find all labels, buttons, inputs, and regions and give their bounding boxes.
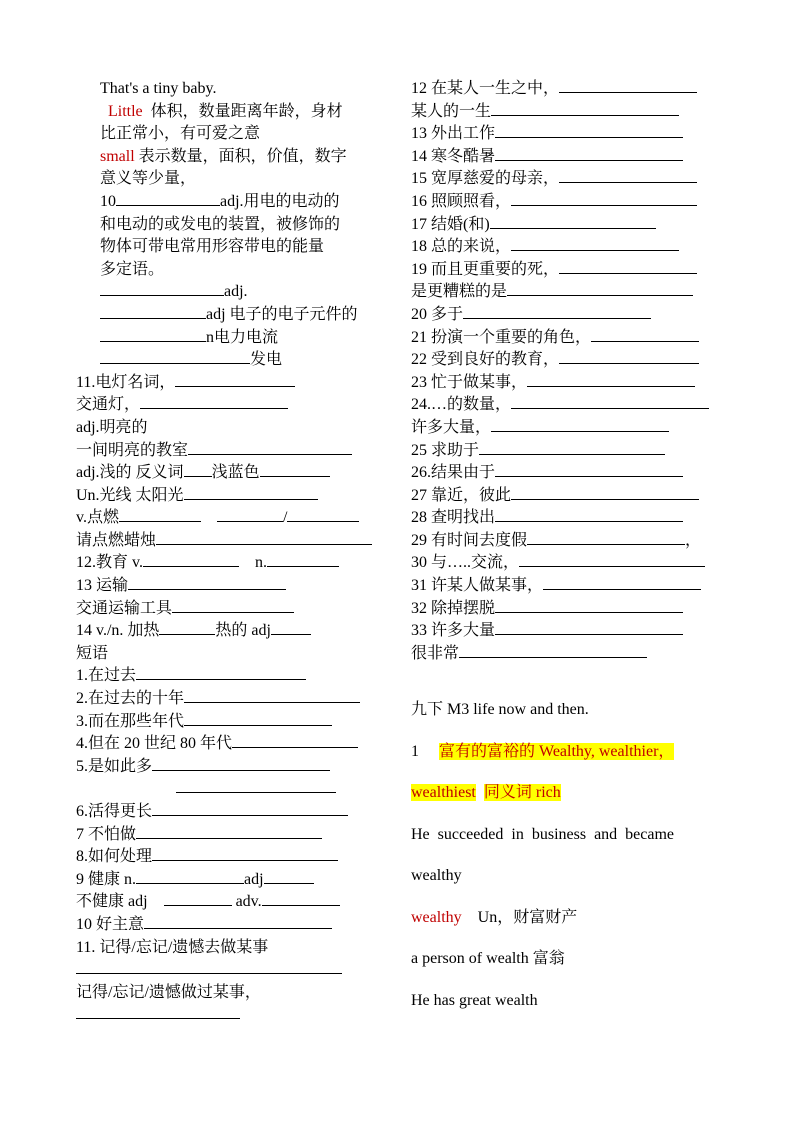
highlighted-synonym: 同义词 rich <box>483 784 561 802</box>
text-line <box>76 598 394 621</box>
text-line <box>76 869 394 892</box>
exercise-item: Un.光线 太阳光 <box>76 486 184 504</box>
text-line <box>76 665 394 688</box>
section-heading: 短语 <box>76 644 109 662</box>
blank <box>262 891 340 906</box>
phrase-item: 1.在过去 <box>76 667 137 685</box>
phrase-item: 很非常 <box>411 644 460 662</box>
blank <box>264 869 314 884</box>
definition-text: adj 电子的电子元件的 <box>206 305 358 323</box>
text-line <box>76 824 394 847</box>
exercise-item: 请点燃蜡烛 <box>76 531 157 549</box>
definition-text: 多定语。 <box>100 260 165 278</box>
pos-label: adv. <box>235 893 262 911</box>
text-line <box>411 259 729 282</box>
phrase-item: 5.是如此多 <box>76 757 153 775</box>
item-number: 1 <box>411 742 419 760</box>
phrase-item: 某人的一生 <box>411 102 492 120</box>
phrase-item: 13 外出工作 <box>411 125 496 143</box>
text-line <box>76 78 394 101</box>
phrase-item: 9 健康 n. <box>76 870 137 888</box>
phrase-item: 26.结果由于 <box>411 464 496 482</box>
blank <box>100 281 224 296</box>
text-line <box>411 123 729 146</box>
blank <box>495 146 683 161</box>
text-line <box>411 327 729 350</box>
definition-text: 比正常小，有可爱之意 <box>100 125 261 143</box>
phrase-item: 33 许多大量 <box>411 622 496 640</box>
text-line <box>76 146 394 169</box>
phrase-item: 23 忙于做某事， <box>411 373 528 391</box>
phrase-item: 19 而且更重要的死， <box>411 260 560 278</box>
blank <box>184 462 212 477</box>
text-line <box>76 168 394 191</box>
text-line <box>76 756 394 779</box>
text-line <box>411 168 729 191</box>
text-line <box>76 733 394 756</box>
example-sentence: wealthy <box>411 867 462 885</box>
phrase-item: 32 除掉摆脱 <box>411 599 496 617</box>
phrase-item: 6.活得更长 <box>76 803 153 820</box>
keyword-small: small <box>100 147 135 165</box>
blank <box>511 394 709 409</box>
blank <box>100 327 206 342</box>
blank <box>100 304 206 319</box>
text-line <box>76 982 394 1005</box>
vocab-line <box>411 731 729 773</box>
text-line <box>411 575 729 598</box>
exercise-item: 浅蓝色 <box>211 464 260 482</box>
phrase-item: 15 宽厚慈爱的母亲， <box>411 170 560 188</box>
keyword-little: Little <box>108 102 143 120</box>
phrase-item: 29 有时间去度假 <box>411 531 528 549</box>
phrase-item: 4.但在 20 世纪 80 年代 <box>76 735 233 753</box>
text-line <box>76 688 394 711</box>
text-line <box>411 214 729 237</box>
definition-text: 和电动的或发电的装置，被修饰的 <box>100 215 341 233</box>
phrase-item: 27 靠近，彼此 <box>411 486 512 504</box>
text-line <box>76 191 394 214</box>
blank <box>152 801 348 816</box>
text-line <box>411 78 729 101</box>
blank <box>188 440 352 455</box>
blank <box>490 214 656 229</box>
example-sentence: That's a tiny baby. <box>100 80 217 97</box>
blank <box>491 101 679 116</box>
text-line <box>411 485 729 508</box>
exercise-item: 交通灯， <box>76 396 141 414</box>
pos-label: adj <box>244 870 264 888</box>
phrase-item: 17 结婚(和) <box>411 215 490 233</box>
section-title: 九下 M3 life now and then. <box>411 701 589 719</box>
blank <box>495 462 683 477</box>
punctuation: ， <box>685 531 702 549</box>
definition-text: adj.用电的电动的 <box>220 192 340 210</box>
example-line <box>411 938 729 980</box>
blank <box>459 643 647 658</box>
blank <box>136 869 244 884</box>
highlighted-vocab: 富有的富裕的 Wealthy, wealthier， <box>439 742 675 760</box>
text-line <box>76 462 394 485</box>
phrase-item: 11. 记得/忘记/遗憾去做某事 <box>76 938 269 956</box>
blank <box>76 1004 240 1019</box>
blank <box>591 327 699 342</box>
phrase-item: 是更糟糕的是 <box>411 283 508 301</box>
exercise-item: v.点燃 <box>76 509 119 527</box>
blank <box>495 123 683 138</box>
exercise-item: 13 运输 <box>76 577 129 595</box>
text-line <box>76 914 394 937</box>
text-line <box>411 394 729 417</box>
exercise-item: 11.电灯名词， <box>76 373 176 391</box>
blank <box>152 756 330 771</box>
blank <box>495 598 683 613</box>
example-line <box>411 855 729 897</box>
blank <box>100 349 250 364</box>
blank <box>175 372 295 387</box>
blank <box>543 575 701 590</box>
blank <box>136 824 322 839</box>
phrase-item: 18 总的来说， <box>411 238 512 256</box>
exercise-item: 12.教育 v. <box>76 554 143 572</box>
section-title-line <box>411 689 729 731</box>
phrase-item: 28 查明找出 <box>411 509 496 527</box>
blank <box>184 688 360 703</box>
phrase-item: 记得/忘记/遗憾做过某事， <box>76 983 261 1001</box>
text-line <box>411 530 729 553</box>
blank <box>184 485 318 500</box>
phrase-item: 24.…的数量， <box>411 396 512 414</box>
phrase-item: 20 多于 <box>411 305 464 323</box>
text-line <box>76 575 394 598</box>
blank <box>511 485 699 500</box>
blank <box>144 914 332 929</box>
text-line <box>76 552 394 575</box>
blank <box>128 575 286 590</box>
phrase-item: 2.在过去的十年 <box>76 690 185 708</box>
text-line <box>76 530 394 553</box>
blank <box>559 259 697 274</box>
text-line <box>411 462 729 485</box>
blank <box>267 552 339 567</box>
blank <box>271 620 311 635</box>
phrase-item: 10 好主意 <box>76 915 145 933</box>
phrase-item: 21 扮演一个重要的角色， <box>411 328 592 346</box>
blank <box>116 191 220 206</box>
blank <box>527 530 685 545</box>
text-line <box>76 372 394 395</box>
text-line <box>76 214 394 237</box>
exercise-item: adj.明亮的 <box>76 418 148 436</box>
text-line <box>76 620 394 643</box>
blank <box>152 846 338 861</box>
phrase-item: 16 照顾照看， <box>411 192 512 210</box>
text-line <box>411 643 729 666</box>
text-line <box>76 1004 394 1027</box>
text-line <box>76 417 394 440</box>
exercise-item: adj.浅的 反义词 <box>76 464 184 482</box>
example-sentence: He has great wealth <box>411 991 538 1009</box>
text-line <box>76 891 394 914</box>
text-line <box>76 281 394 304</box>
blank <box>511 191 697 206</box>
text-line <box>76 304 394 327</box>
blank <box>119 507 201 522</box>
example-sentence: He succeeded in business and became <box>411 825 675 843</box>
text-line <box>76 846 394 869</box>
phrase-item: 14 寒冬酷暑 <box>411 147 496 165</box>
example-line <box>411 814 729 856</box>
text-line <box>76 349 394 372</box>
text-line <box>411 146 729 169</box>
text-line <box>76 507 394 530</box>
blank <box>559 168 697 183</box>
blank <box>136 665 306 680</box>
exercise-item: 一间明亮的教室 <box>76 441 189 459</box>
definition-text: 意义等少量， <box>100 170 197 188</box>
text-line <box>76 236 394 259</box>
text-line <box>76 327 394 350</box>
text-line <box>411 101 729 124</box>
text-line <box>411 620 729 643</box>
blank <box>164 891 232 906</box>
text-line <box>411 304 729 327</box>
blank <box>184 711 332 726</box>
phrase-item: 25 求助于 <box>411 441 480 459</box>
blank <box>140 394 288 409</box>
definition-text: 表示数量，面积，价值，数字 <box>138 147 347 165</box>
blank <box>176 778 336 793</box>
blank <box>260 462 330 477</box>
blank <box>217 507 283 522</box>
exercise-item: 交通运输工具 <box>76 599 173 617</box>
phrase-item: 30 与…..交流， <box>411 554 520 572</box>
text-line <box>411 236 729 259</box>
phrase-item: 31 许某人做某事， <box>411 577 544 595</box>
text-line <box>76 778 394 801</box>
blank <box>172 598 294 613</box>
text-line <box>411 598 729 621</box>
text-line <box>76 440 394 463</box>
pos-label: adj. <box>224 283 248 301</box>
blank <box>287 507 359 522</box>
right-column <box>411 78 729 1021</box>
definition-text: 体积，数量距离年龄，身材 <box>150 102 343 120</box>
text-line <box>76 937 394 960</box>
phrase-item: 3.而在那些年代 <box>76 712 185 730</box>
text-line <box>411 349 729 372</box>
left-column <box>76 78 394 1027</box>
vocab-line <box>411 772 729 814</box>
blank <box>559 78 697 93</box>
phrase-item: 不健康 adj <box>76 893 148 911</box>
phrase-item: 8.如何处理 <box>76 848 153 866</box>
blank <box>511 236 679 251</box>
text-line <box>411 552 729 575</box>
text-line <box>76 711 394 734</box>
blank <box>76 959 342 974</box>
blank <box>495 507 683 522</box>
exercise-item: 热的 adj <box>215 622 271 640</box>
blank <box>232 733 358 748</box>
pos-label: n. <box>254 554 267 572</box>
text-line <box>411 191 729 214</box>
text-line <box>76 959 394 982</box>
definition-text: 发电 <box>250 351 283 369</box>
example-sentence: a person of wealth 富翁 <box>411 950 565 968</box>
keyword-wealthy: wealthy <box>411 908 462 926</box>
phrase-item: 7 不怕做 <box>76 825 137 843</box>
phrase-item: 12 在某人一生之中， <box>411 80 560 97</box>
blank <box>159 620 215 635</box>
blank <box>519 552 705 567</box>
blank <box>507 281 693 296</box>
text-line <box>411 507 729 530</box>
blank <box>495 620 683 635</box>
definition-text: n电力电流 <box>206 328 279 346</box>
phrase-item: 22 受到良好的教育， <box>411 351 560 369</box>
example-line <box>411 980 729 1022</box>
text-line <box>76 801 394 824</box>
vocab-line <box>411 897 729 939</box>
phrase-item: 许多大量， <box>411 418 492 436</box>
blank <box>491 417 669 432</box>
text-line <box>411 372 729 395</box>
exercise-item: 14 v./n. 加热 <box>76 622 160 640</box>
blank <box>479 440 665 455</box>
definition-text: Un，财富财产 <box>477 908 578 926</box>
text-line <box>76 259 394 282</box>
blank <box>143 552 239 567</box>
blank <box>559 349 699 364</box>
text-line <box>76 394 394 417</box>
text-line <box>76 485 394 508</box>
separator: / <box>282 509 288 527</box>
blank <box>527 372 695 387</box>
text-line <box>411 417 729 440</box>
blank <box>156 530 372 545</box>
text-line <box>76 123 394 146</box>
highlighted-vocab: wealthiest <box>411 784 476 802</box>
blank <box>463 304 651 319</box>
text-line <box>76 643 394 666</box>
definition-text: 物体可带电常用形容带电的能量 <box>100 238 325 256</box>
item-number: 10 <box>100 192 116 210</box>
text-line <box>76 101 394 124</box>
text-line <box>411 440 729 463</box>
text-line <box>411 281 729 304</box>
